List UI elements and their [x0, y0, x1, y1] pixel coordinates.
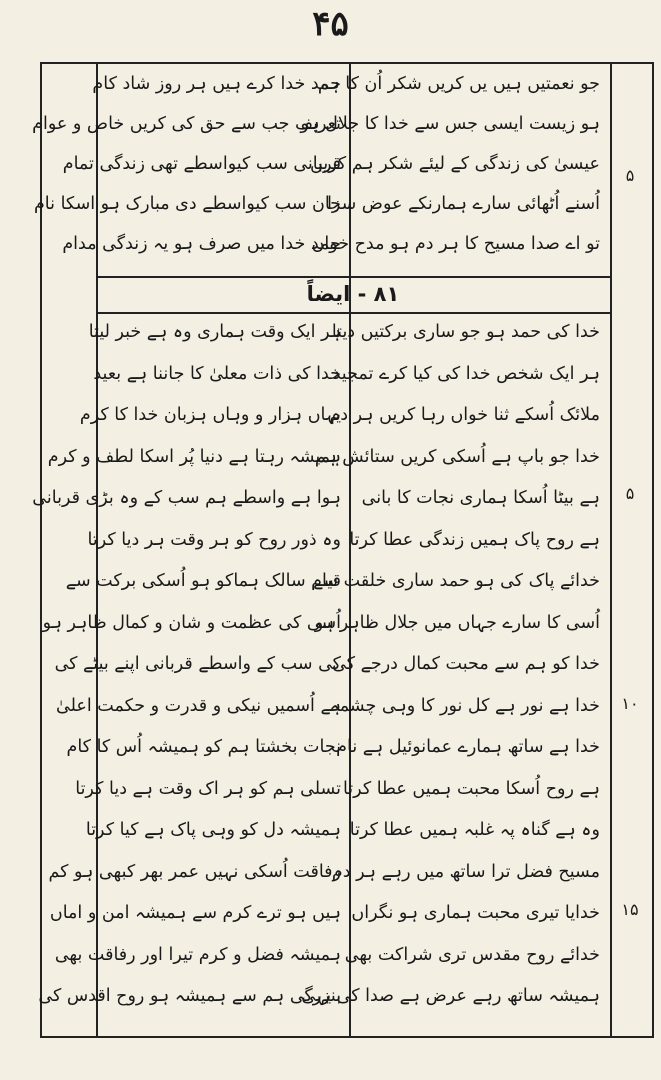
poem-line-text: خدایا تیری محبت ہماری ہو نگراں — [351, 903, 600, 923]
poem-line-text: تسلی ہم کو ہر اک وقت ہے دیا کرتا — [75, 778, 341, 799]
poem-line-text: حمد خدا میں صرف ہو یہ زندگی مدام — [62, 234, 341, 254]
poem-line-text: ہیں ہو ترے کرم سے ہمیشہ امن و اماں — [49, 903, 341, 923]
poem-line-text: جان سب کیواسطے دی مبارک ہو اسکا نام — [33, 194, 341, 214]
poem-line-text: خدائے روح مقدس تری شراکت بھی — [344, 944, 600, 965]
poem-line-text: خدا کو ہم سے محبت کمال درجے کی — [332, 654, 600, 674]
poem-line-text: مسیح فضل ترا ساتھ میں رہے ہر دم — [331, 861, 600, 882]
verse-number: ۱۰ — [621, 694, 639, 713]
poem-line-text: بنزرگی ہم سے ہمیشہ ہو روح اقدس کی — [38, 986, 341, 1006]
poem-line-text: ہمیشہ ساتھ رہے عرض ہے صدا کی یہی — [301, 986, 600, 1006]
page-frame — [32, 62, 654, 1038]
poem-line-text: وہ ذور روح کو ہر وقت ہر دیا کرتا — [87, 529, 341, 550]
poem-line-text: حمد خدا کرے ہیں ہر روز شاد کام — [92, 74, 341, 94]
poem-line-text: ہمیشہ رہتا ہے دنیا پُر اسکا لطف و کرم — [47, 446, 341, 467]
poem-line-text: ہر ایک شخص خدا کی کیا کرے تمجید — [332, 363, 600, 384]
page-number: ۴۵ — [312, 4, 349, 44]
poem-line-text: قربانی سب کیواسطے تھی زندگی تمام — [62, 154, 341, 174]
poem-line-text: ہے روح اُسکا محبت ہمیں عطا کرتا — [342, 778, 600, 799]
poem-line-text: ہے اُسمیں نیکی و قدرت و حکمت اعلیٰ — [56, 695, 341, 716]
poem-line-text: ہے روح پاک ہمیں زندگی عطا کرتا — [349, 529, 600, 550]
verse-number: ۱۵ — [621, 900, 639, 919]
poem-line-text: ہو زیست ایسی جس سے خدا کا جلال ہو — [300, 114, 600, 134]
section-title: ۸۱ - ایضاً — [306, 282, 400, 306]
poem-line-text: ہمیشہ فضل و کرم تیرا اور رفاقت بھی — [54, 944, 341, 965]
poem-line-text: اُسی کا سارے جہاں میں جلال ظاہر ہو — [314, 612, 600, 633]
poem-line-text: خدا کی ذات معلیٰ کا جاننا ہے بعید — [93, 363, 341, 384]
poem-line-text: نجات بخشتا ہم کو ہمیشہ اُس کا کام — [66, 737, 341, 757]
poem-line-text: خدا جو باپ ہے اُسکی کریں ستائش ہم — [314, 446, 600, 467]
poem-line-text: وہ ہے گناہ پہ غلبہ ہمیں عطا کرتا — [349, 820, 600, 840]
poem-line-text: اُسنے اُٹھائی سارے ہمارنکے عوض سزا — [327, 194, 600, 214]
poem-line-text: عیسیٰ کی زندگی کے لیئے شکر ہم کریں — [310, 154, 600, 174]
section-rule-bottom — [96, 312, 610, 314]
poem-line-text: تو اے صدا مسیح کا ہر دم ہو مدح خواں — [311, 234, 600, 254]
margin-rule-right — [610, 64, 612, 1036]
poem-line-text: ہے بیٹا اُسکا ہماری نجات کا بانی — [361, 488, 600, 508]
poem-line-text: قیام سالک ہماکو ہو اُسکی برکت سے — [65, 571, 341, 591]
poem-line-text: اُسی کی عظمت و شان و کمال ظاہر ہو — [42, 612, 341, 633]
poem-line-text: ہوا ہے واسطے ہم سب کے وہ بڑی قربانی — [32, 488, 341, 508]
verse-number: ۵ — [625, 166, 635, 185]
poem-line-text: ہر ایک وقت ہماری وہ ہے خبر لیتا — [88, 322, 341, 342]
poem-line-text: کی سب کے واسطے قربانی اپنے بیٹے کی — [54, 654, 341, 674]
poem-line-text: جو نعمتیں ہیں یں کریں شکر اُن کا ہم — [317, 74, 600, 94]
poem-line-text: خدا ہے نور ہے کل نور کا وہی چشمہ — [329, 695, 600, 716]
poem-line-text: یہاں ہزار و وہاں ہزبان خدا کا کرم — [79, 405, 341, 425]
poem-line-text: خدائے پاک کی ہو حمد ساری خلقت سے — [313, 571, 600, 591]
verse-number: ۵ — [625, 484, 635, 503]
poem-line-text: ہمیشہ دل کو وہی پاک ہے کیا کرتا — [85, 820, 341, 840]
poem-line-text: ملائک اُسکے ثنا خواں رہا کریں ہر دم — [329, 405, 600, 425]
poem-line-text: خدا کی حمد ہو جو ساری برکتیں دیتا — [331, 322, 600, 342]
poem-line-text: تعریف جب سے حق کی کریں خاص و عوام — [32, 114, 341, 134]
poem-line-text: رفاقت اُسکی نہیں عمر بھر کبھی ہو کم — [48, 861, 341, 882]
poem-line-text: خدا ہے ساتھ ہمارے عمانوئیل ہے نام — [336, 737, 600, 757]
